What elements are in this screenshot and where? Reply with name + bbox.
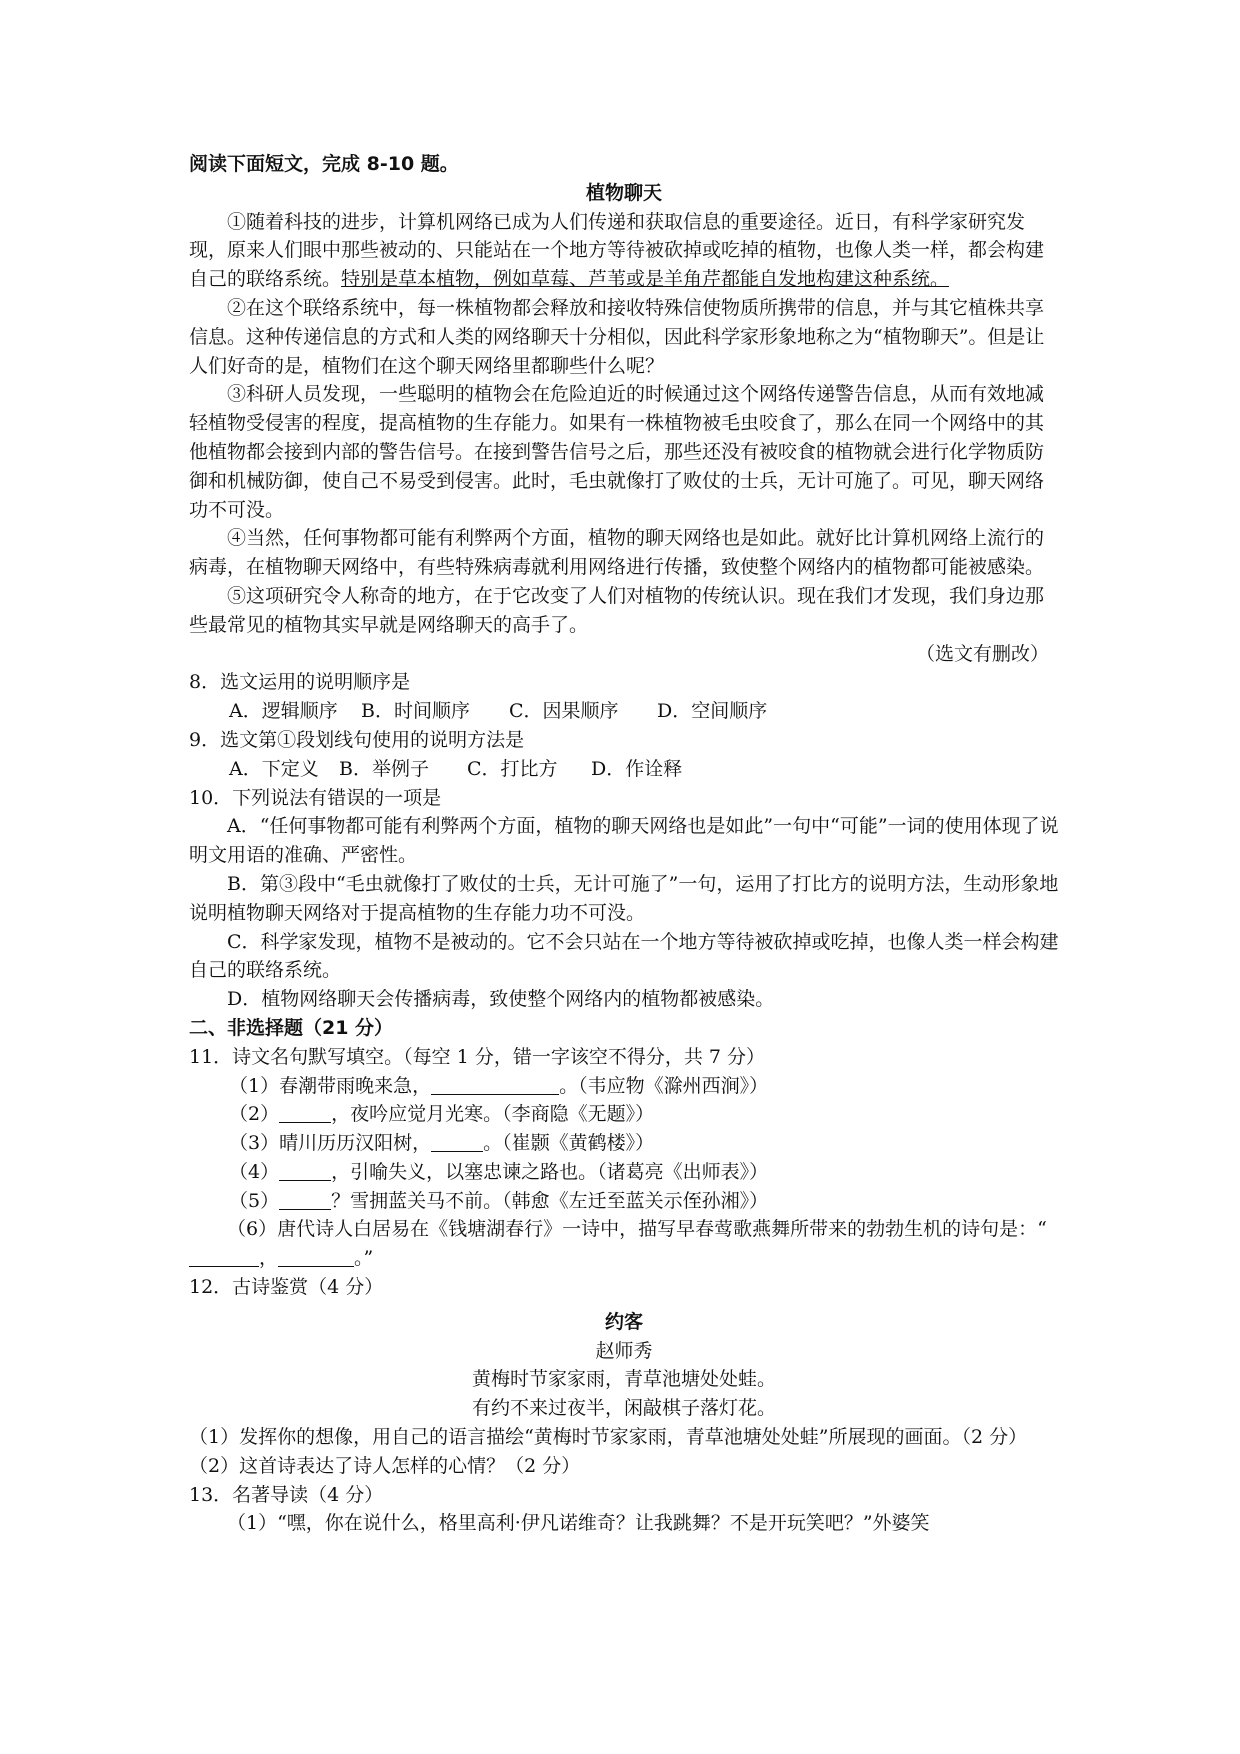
- question-8-stem: 8．选文运用的说明顺序是: [189, 671, 411, 694]
- q11-item-4-prefix: （4）: [229, 1160, 280, 1183]
- question-9-stem: 9．选文第①段划线句使用的说明方法是: [189, 728, 525, 751]
- q11-item-6: [189, 1215, 1059, 1273]
- article-paragraph-2: ②在这个联络系统中，每一株植物都会释放和接收特殊信使物质所携带的信息，并与其它植株共享信息。这种传递信息的方式和人类的网络聊天十分相似，因此科学家形象地称之为“植物聊天”。但是让人们好奇的是，植物们在这个聊天网络里都聊些什么呢？: [189, 296, 1045, 377]
- answer-blank[interactable]: [431, 1131, 483, 1152]
- section-2-heading: 二、非选择题（21 分）: [189, 1016, 394, 1039]
- q11-item-4: [189, 1158, 1059, 1187]
- poem-title: 约客: [604, 1310, 643, 1333]
- q9-option-c: C．打比方: [467, 757, 558, 780]
- reading-intro: 阅读下面短文，完成 8-10 题。: [189, 153, 459, 175]
- underlined-sentence: 特别是草本植物，例如草莓、芦苇或是羊角芹都能自发地构建这种系统。: [341, 268, 950, 291]
- q9-option-a: A．下定义: [229, 757, 319, 780]
- poem-author: 赵师秀: [595, 1339, 653, 1362]
- answer-blank[interactable]: [278, 1246, 354, 1267]
- q9-option-d: D．作诠释: [591, 757, 683, 780]
- poem-line-1: 黄梅时节家家雨，青草池塘处处蛙。: [471, 1368, 776, 1391]
- question-8-options: [189, 697, 1059, 726]
- article-title: 植物聊天: [585, 181, 662, 204]
- q11-item-5-prefix: （5）: [229, 1189, 280, 1212]
- q13-sub-question-1: （1）“嘿，你在说什么，格里高利·伊凡诺维奇？让我跳舞？不是开玩笑吧？”外婆笑: [227, 1512, 930, 1535]
- article-paragraph-3: ③科研人员发现，一些聪明的植物会在危险迫近的时候通过这个网络传递警告信息，从而有效地减轻植物受侵害的程度，提高植物的生存能力。如果有一株植物被毛虫咬食了，那么在同一个网络中的其他植物都会接到内部的警告信号。在接到警告信号之后，那些还没有被咬食的植物就会进行化学物质防御和机械防御，使自己不易受到侵害。此时，毛虫就像打了败仗的士兵，无计可施了。可见，聊天网络功不可没。: [189, 383, 1045, 521]
- answer-blank[interactable]: [279, 1102, 331, 1123]
- q11-item-3: [189, 1129, 1059, 1158]
- article-paragraph-5: ⑤这项研究令人称奇的地方，在于它改变了人们对植物的传统认识。现在我们才发现，我们身边那些最常见的植物其实早就是网络聊天的高手了。: [189, 584, 1045, 636]
- q8-option-c: C．因果顺序: [509, 700, 619, 723]
- q11-item-1-suffix: 。（韦应物《滁州西涧》）: [559, 1074, 769, 1097]
- question-9-options: [189, 755, 1059, 784]
- q11-item-2: [189, 1100, 1059, 1129]
- q11-item-5: [189, 1187, 1059, 1216]
- article-paragraph-4: ④当然，任何事物都可能有利弊两个方面，植物的聊天网络也是如此。就好比计算机网络上流行的病毒，在植物聊天网络中，有些特殊病毒就利用网络进行传播，致使整个网络内的植物都可能被感染。: [189, 527, 1045, 579]
- q10-option-c: C．科学家发现，植物不是被动的。它不会只站在一个地方等待被砍掉或吃掉，也像人类一样会构建自己的联络系统。: [189, 930, 1059, 982]
- q8-option-a: A．逻辑顺序: [229, 700, 338, 723]
- q11-item-6-end: 。”: [354, 1247, 374, 1270]
- q11-item-1-prefix: （1）春潮带雨晚来急，: [229, 1074, 432, 1097]
- question-10-stem: 10．下列说法有错误的一项是: [189, 786, 442, 809]
- q10-option-a: A．“任何事物都可能有利弊两个方面，植物的聊天网络也是如此”一句中“可能”一词的使用体现了说明文用语的准确、严密性。: [189, 815, 1059, 867]
- answer-blank[interactable]: [279, 1189, 331, 1210]
- q12-sub-question-2: （2）这首诗表达了诗人怎样的心情？（2 分）: [189, 1454, 581, 1477]
- q10-option-d: D．植物网络聊天会传播病毒，致使整个网络内的植物都被感染。: [227, 988, 775, 1011]
- q11-item-5-suffix: ？雪拥蓝关马不前。（韩愈《左迁至蓝关示侄孙湘》）: [331, 1189, 769, 1212]
- paragraph-1-text: ①随着科技的进步，计算机网络已成为人们传递和获取信息的重要途径。近日，有科学家研究发现，原来人们眼中那些被动的、只能站在一个地方等待被砍掉或吃掉的植物，也像人类一样，都会构建自己的联络系统。: [189, 210, 1045, 291]
- question-11-stem: 11．诗文名句默写填空。（每空 1 分，错一字该空不得分，共 7 分）: [189, 1045, 766, 1068]
- q12-sub-question-1: （1）发挥你的想像，用自己的语言描绘“黄梅时节家家雨，青草池塘处处蛙”所展现的画面。（2 分）: [189, 1426, 1028, 1449]
- exam-page: [189, 150, 1059, 1538]
- q11-item-6-text: （6）唐代诗人白居易在《钱塘湖春行》一诗中，描写早春莺歌燕舞所带来的勃勃生机的诗句是：“: [227, 1218, 1047, 1241]
- answer-blank[interactable]: [189, 1246, 259, 1267]
- article-source-note: （选文有删改）: [915, 642, 1049, 665]
- question-13-stem: 13．名著导读（4 分）: [189, 1483, 384, 1506]
- q11-item-2-suffix: ，夜吟应觉月光寒。（李商隐《无题》）: [331, 1103, 655, 1126]
- question-12-stem: 12．古诗鉴赏（4 分）: [189, 1276, 384, 1299]
- q10-option-b: B．第③段中“毛虫就像打了败仗的士兵，无计可施了”一句，运用了打比方的说明方法，生动形象地说明植物聊天网络对于提高植物的生存能力功不可没。: [189, 872, 1059, 924]
- q11-item-4-suffix: ，引喻失义，以塞忠谏之路也。（诸葛亮《出师表》）: [331, 1160, 769, 1183]
- q8-option-d: D．空间顺序: [657, 700, 768, 723]
- q9-option-b: B．举例子: [339, 757, 429, 780]
- q11-item-6-separator: ，: [259, 1247, 279, 1270]
- article-paragraph-1: [189, 208, 1059, 294]
- answer-blank[interactable]: [279, 1160, 331, 1181]
- q11-item-3-prefix: （3）晴川历历汉阳树，: [229, 1132, 432, 1155]
- answer-blank[interactable]: [431, 1074, 559, 1095]
- poem-line-2: 有约不来过夜半，闲敲棋子落灯花。: [471, 1397, 776, 1420]
- q11-item-3-suffix: 。（崔颢《黄鹤楼》）: [483, 1132, 655, 1155]
- q11-item-2-prefix: （2）: [229, 1103, 280, 1126]
- q11-item-1: [189, 1072, 1059, 1101]
- q8-option-b: B．时间顺序: [361, 700, 470, 723]
